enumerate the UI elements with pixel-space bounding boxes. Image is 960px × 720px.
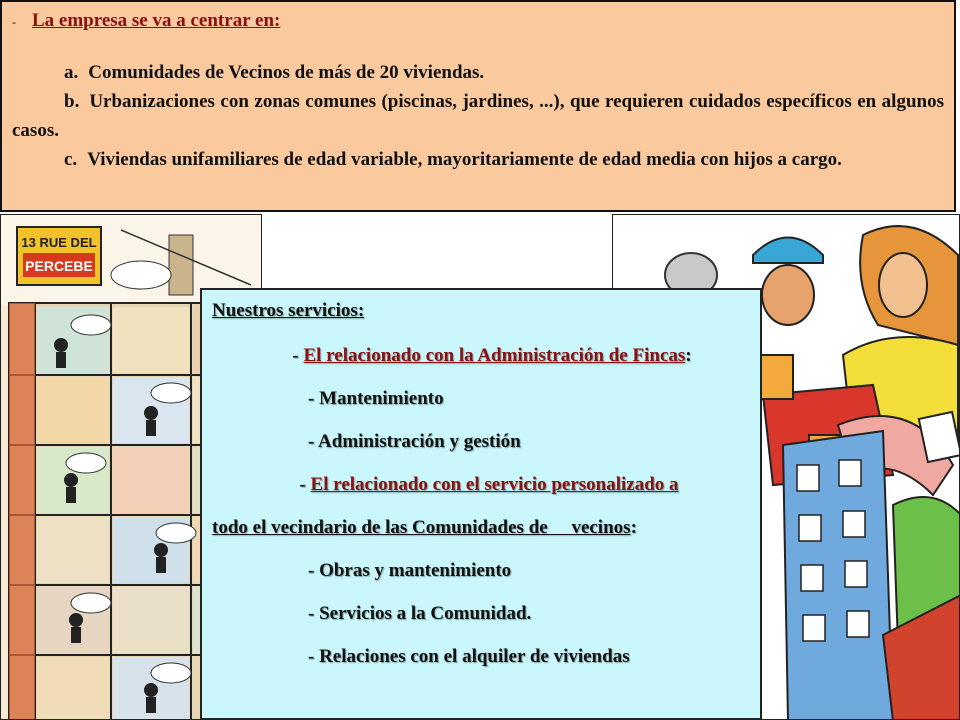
services-title: Nuestros servicios:	[212, 300, 365, 321]
group-label: El relacionado con la Administración de Fincas	[303, 345, 686, 366]
group-label-line1: El relacionado con el servicio personalizado a	[310, 474, 679, 495]
heading-dash: -	[12, 15, 16, 29]
group-dash: -	[299, 474, 311, 495]
focus-item-a	[12, 58, 944, 87]
focus-item-c	[12, 145, 944, 174]
item-text: Comunidades de Vecinos de más de 20 viviendas.	[88, 62, 485, 83]
service-item: - Servicios a la Comunidad.	[308, 603, 532, 624]
item-marker: c.	[64, 149, 78, 170]
service-item: - Mantenimiento	[308, 388, 444, 409]
item-marker: b.	[64, 91, 80, 112]
intro-panel	[0, 0, 956, 212]
service-group-vecindario	[212, 463, 750, 506]
intro-heading	[12, 10, 944, 32]
group-dash: -	[292, 345, 304, 366]
svg-text:13 RUE DEL: 13 RUE DEL	[21, 235, 97, 250]
group-colon: :	[685, 345, 692, 366]
service-group-vecindario-cont	[212, 506, 750, 549]
service-item: - Administración y gestión	[308, 431, 521, 452]
heading-text: La empresa se va a centrar en:	[32, 10, 281, 31]
focus-item-b	[12, 87, 944, 145]
group-colon: :	[630, 517, 637, 538]
item-marker: a.	[64, 62, 79, 83]
service-item: - Obras y mantenimiento	[308, 560, 512, 581]
service-group-fincas	[212, 334, 750, 377]
item-text: Urbanizaciones con zonas comunes (piscinas, jardines, ...), que requieren cuidados específicos en algunos casos.	[12, 91, 944, 141]
services-panel	[200, 288, 762, 720]
group-label-line2: todo el vecindario de las Comunidades de vecinos	[212, 517, 631, 538]
item-text: Viviendas unifamiliares de edad variable, mayoritariamente de edad media con hijos a cargo.	[87, 149, 842, 170]
service-item: - Relaciones con el alquiler de viviendas	[308, 646, 630, 667]
svg-text:PERCEBE: PERCEBE	[25, 258, 93, 274]
